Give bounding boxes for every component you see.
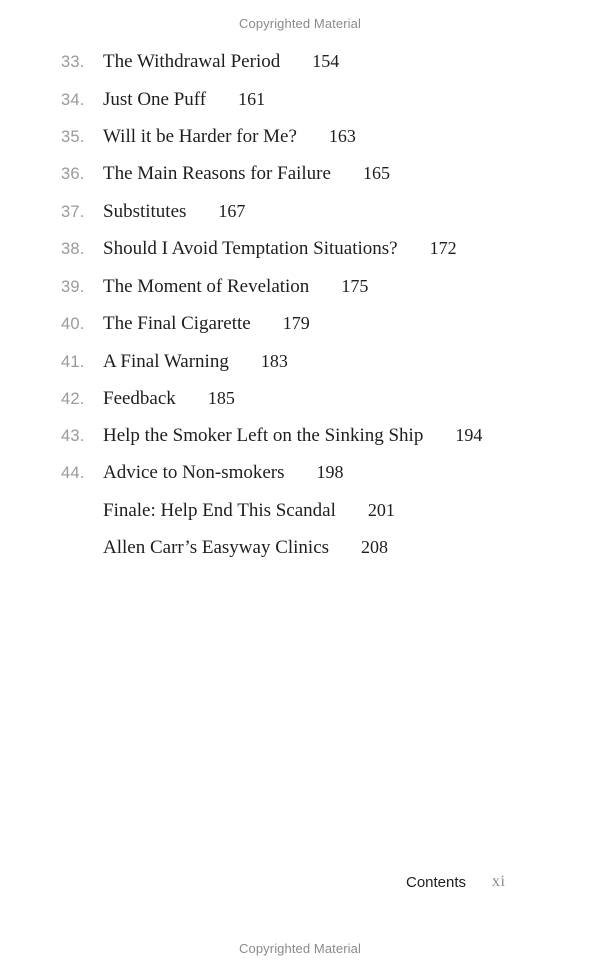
chapter-title: The Moment of Revelation <box>103 276 310 297</box>
chapter-page: 194 <box>455 425 483 445</box>
chapter-title: The Final Cigarette <box>103 313 251 334</box>
toc-entry[interactable] <box>0 51 339 79</box>
toc-entry[interactable] <box>0 163 390 191</box>
chapter-title: Feedback <box>103 388 176 409</box>
toc-entry[interactable] <box>0 425 482 453</box>
chapter-title: Finale: Help End This Scandal <box>103 500 336 521</box>
chapter-number: 42. <box>61 390 85 408</box>
toc-entry[interactable] <box>0 537 388 565</box>
toc-entry[interactable] <box>0 238 457 266</box>
toc-entry[interactable] <box>0 276 368 304</box>
chapter-number: 39. <box>61 278 85 296</box>
chapter-page: 185 <box>207 388 235 408</box>
chapter-number: 35. <box>61 128 85 146</box>
chapter-page: 201 <box>367 500 395 520</box>
chapter-page: 208 <box>361 537 389 557</box>
toc-entry[interactable] <box>0 313 310 341</box>
chapter-number: 38. <box>61 240 85 258</box>
chapter-number <box>0 539 103 558</box>
page-number: xi <box>492 873 506 890</box>
chapter-number: 36. <box>61 165 85 183</box>
chapter-number: 44. <box>61 464 85 482</box>
chapter-title: Should I Avoid Temptation Situations? <box>103 238 398 259</box>
chapter-title: A Final Warning <box>103 351 229 372</box>
chapter-title: Substitutes <box>103 201 187 222</box>
chapter-title: Allen Carr’s Easyway Clinics <box>103 537 330 558</box>
chapter-number <box>0 502 103 521</box>
chapter-page: 175 <box>341 276 369 296</box>
chapter-number: 43. <box>61 427 85 445</box>
chapter-page: 161 <box>238 89 266 109</box>
toc-entry[interactable] <box>0 500 395 528</box>
chapter-title: Just One Puff <box>103 89 207 110</box>
toc-entry[interactable] <box>0 462 344 490</box>
toc-entry[interactable] <box>0 388 235 416</box>
chapter-page: 198 <box>316 462 344 482</box>
toc-entry[interactable] <box>0 201 245 229</box>
copyright-watermark-bottom: Copyrighted Material <box>239 941 361 956</box>
chapter-title: The Main Reasons for Failure <box>103 163 331 184</box>
toc-entry[interactable] <box>0 126 356 154</box>
chapter-title: Help the Smoker Left on the Sinking Ship <box>103 425 424 446</box>
chapter-page: 172 <box>429 238 457 258</box>
chapter-number: 37. <box>61 203 85 221</box>
copyright-watermark-top: Copyrighted Material <box>239 16 361 31</box>
chapter-number: 34. <box>61 91 85 109</box>
chapter-page: 163 <box>328 126 356 146</box>
toc-entry[interactable] <box>0 351 288 379</box>
running-footer-section: Contents <box>406 874 467 891</box>
chapter-page: 154 <box>312 51 340 71</box>
chapter-title: Will it be Harder for Me? <box>103 126 297 147</box>
chapter-page: 179 <box>282 313 310 333</box>
chapter-number: 41. <box>61 353 85 371</box>
toc-entry[interactable] <box>0 89 265 117</box>
chapter-page: 183 <box>260 351 288 371</box>
chapter-title: Advice to Non-smokers <box>103 462 285 483</box>
chapter-page: 167 <box>218 201 246 221</box>
chapter-page: 165 <box>362 163 390 183</box>
chapter-title: The Withdrawal Period <box>103 51 281 72</box>
chapter-number: 40. <box>61 315 85 333</box>
chapter-number: 33. <box>61 53 85 71</box>
